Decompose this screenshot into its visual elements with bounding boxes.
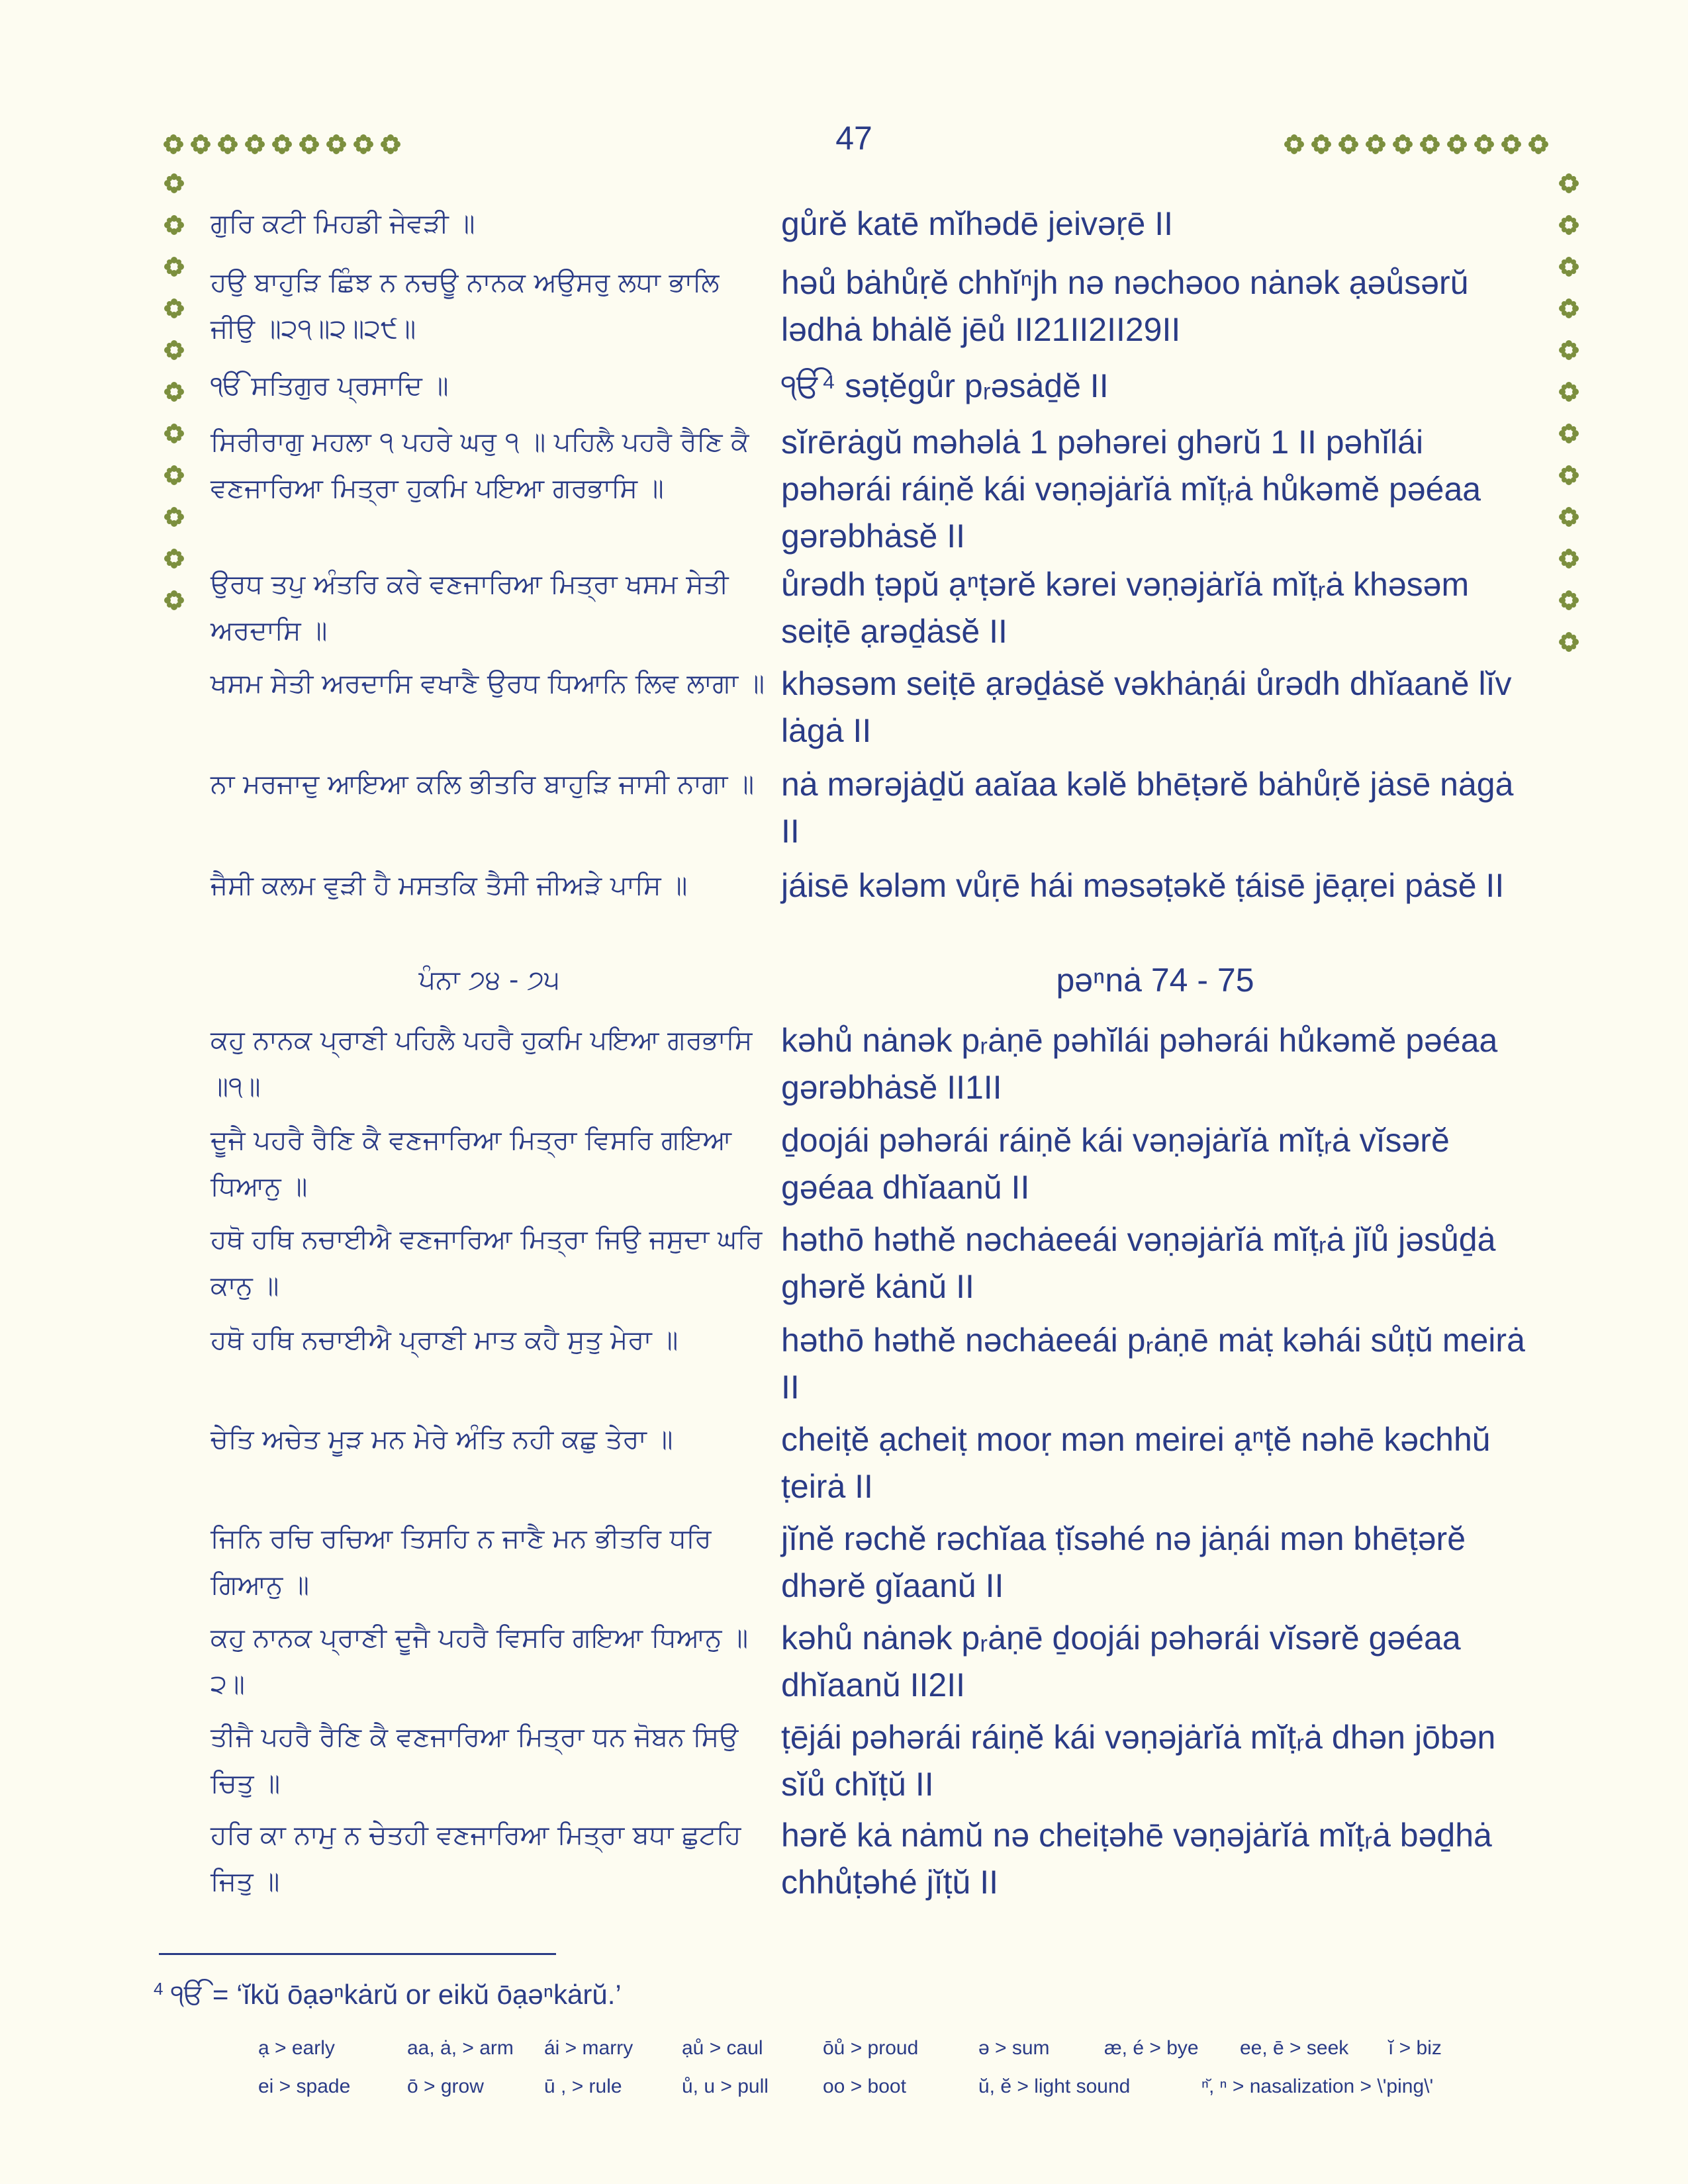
- flower-ornament-icon: [164, 382, 184, 402]
- flower-ornament-icon: [164, 424, 184, 443]
- flower-ornament-icon: [1559, 590, 1579, 610]
- flower-ornament-icon: [164, 257, 184, 277]
- flower-ornament-icon: [1559, 257, 1579, 277]
- gurmukhi-line: ੴ ਸਤਿਗੁਰ ਪ੍ਰਸਾਦਿ ॥: [211, 371, 449, 401]
- page-number: 47: [835, 120, 872, 157]
- pronunciation-key-item: ạ > early: [258, 2037, 335, 2059]
- page-reference-gurmukhi: ਪੰਨਾ ੭੪ - ੭੫: [418, 965, 560, 995]
- pronunciation-key-item: ạů > caul: [682, 2037, 763, 2059]
- gurmukhi-line: ਹਥੋ ਹਥਿ ਨਚਾਈਐ ਵਣਜਾਰਿਆ ਮਿਤ੍ਰਾ ਜਿਉ ਜਸੁਦਾ ਘਰਿ ਕਾਨੁ ॥: [211, 1224, 763, 1301]
- footnote-text: ੴ = ‘ĭkŭ ōạəⁿkȧrŭ or eikŭ ōạəⁿkȧrŭ.’: [171, 1979, 622, 2010]
- pronunciation-key-item: ů, u > pull: [682, 2075, 769, 2097]
- flower-ornament-icon: [1338, 134, 1358, 154]
- gurmukhi-line: ਸਿਰੀਰਾਗੁ ਮਹਲਾ ੧ ਪਹਰੇ ਘਰੁ ੧ ॥ ਪਹਿਲੈ ਪਹਰੈ ਰੈਣਿ ਕੈ ਵਣਜਾਰਿਆ ਮਿਤ੍ਰਾ ਹੁਕਮਿ ਪਇਆ ਗਰਭਾਸਿ ॥: [211, 427, 749, 504]
- flower-ornament-icon: [164, 590, 184, 610]
- flower-ornament-icon: [1559, 298, 1579, 318]
- flower-ornament-icon: [353, 134, 373, 154]
- gurmukhi-line: ਗੁਰਿ ਕਟੀ ਮਿਹਡੀ ਜੇਵੜੀ ॥: [211, 208, 475, 239]
- gurmukhi-line: ਕਹੁ ਨਾਨਕ ਪ੍ਰਾਣੀ ਪਹਿਲੈ ਪਹਰੈ ਹੁਕਮਿ ਪਇਆ ਗਰਭਾਸਿ ॥੧॥: [211, 1025, 753, 1102]
- flower-ornament-icon: [218, 134, 238, 154]
- flower-ornament-icon: [1447, 134, 1467, 154]
- flower-ornament-icon: [1311, 134, 1331, 154]
- footnote-marker: 4: [154, 1979, 164, 1999]
- gurmukhi-line: ਜਿਨਿ ਰਚਿ ਰਚਿਆ ਤਿਸਹਿ ਨ ਜਾਣੈ ਮਨ ਭੀਤਰਿ ਧਰਿ ਗਿਆਨੁ ॥: [211, 1524, 712, 1600]
- flower-ornament-icon: [164, 340, 184, 360]
- gurmukhi-line: ਕਹੁ ਨਾਨਕ ਪ੍ਰਾਣੀ ਦੂਜੈ ਪਹਰੈ ਵਿਸਰਿ ਗਇਆ ਧਿਆਨੁ ॥੨॥: [211, 1623, 749, 1700]
- gurmukhi-line: ਹਉ ਬਾਹੁੜਿ ਛਿੰਝ ਨ ਨਚਊ ਨਾਨਕ ਅਉਸਰੁ ਲਧਾ ਭਾਲਿ ਜੀਉ ॥੨੧॥੨॥੨੯॥: [211, 267, 720, 344]
- pronunciation-key-item: ee, ē > seek: [1240, 2037, 1349, 2059]
- flower-ornament-icon: [1559, 507, 1579, 527]
- gurmukhi-line: ਤੀਜੈ ਪਹਰੈ ਰੈਣਿ ਕੈ ਵਣਜਾਰਿਆ ਮਿਤ੍ਰਾ ਧਨ ਜੋਬਨ ਸਿਉ ਚਿਤੁ ॥: [211, 1722, 739, 1799]
- gurmukhi-line: ਖਸਮ ਸੇਤੀ ਅਰਦਾਸਿ ਵਖਾਣੈ ਉਰਧ ਧਿਆਨਿ ਲਿਵ ਲਾਗਾ ॥: [211, 668, 765, 699]
- pronunciation-key-item: ŭ, ĕ > light sound: [978, 2075, 1131, 2097]
- flower-ornament-icon: [1559, 549, 1579, 569]
- transliteration-line: jĭnĕ rəchĕ rəchĭaa ṭĭsəhé nə jȧṇái mən bhēṭərĕ dhərĕ gĭaanŭ II: [781, 1520, 1466, 1604]
- transliteration-line: kəhů nȧnək pᵣȧṇē ḏoojái pəhərái vĭsərĕ gəéaa dhĭaanŭ II2II: [781, 1619, 1461, 1704]
- flower-ornament-icon: [1559, 424, 1579, 443]
- flower-ornament-icon: [164, 465, 184, 485]
- transliteration-line: həthō həthĕ nəchȧeeái vəṇəjȧrĭȧ mĭṭᵣȧ jĭů jəsůḏȧ ghərĕ kȧnŭ II: [781, 1221, 1496, 1305]
- transliteration-line: khəsəm seiṭē ạrəḏȧsĕ vəkhȧṇái ůrədh dhĭaanĕ lĭv lȧgȧ II: [781, 665, 1512, 749]
- flower-ornament-icon: [164, 215, 184, 235]
- flower-ornament-icon: [245, 134, 265, 154]
- flower-ornament-icon: [164, 298, 184, 318]
- flower-ornament-icon: [1474, 134, 1494, 154]
- transliteration-line: ůrədh ṭəpŭ ạⁿṭərĕ kərei vəṇəjȧrĭȧ mĭṭᵣȧ khəsəm seiṭē ạrəḏȧsĕ II: [781, 566, 1470, 650]
- transliteration-line: kəhů nȧnək pᵣȧṇē pəhĭlái pəhərái hůkəmĕ pəéaa gərəbhȧsĕ II1II: [781, 1022, 1498, 1106]
- pronunciation-key-item: ə > sum: [978, 2037, 1050, 2059]
- transliteration-line: həů bȧhůṛĕ chhĭⁿjh nə nəchəoo nȧnək ạəůsərŭ lədhȧ bhȧlĕ jēů II21II2II29II: [781, 264, 1469, 348]
- pronunciation-key-item: ū , > rule: [544, 2075, 622, 2097]
- flower-ornament-icon: [299, 134, 319, 154]
- flower-ornament-icon: [191, 134, 211, 154]
- transliteration-line: hərĕ kȧ nȧmŭ nə cheiṭəhē vəṇəjȧrĭȧ mĭṭᵣȧ bəḏhȧ chhůṭəhé jĭṭŭ II: [781, 1817, 1492, 1901]
- pronunciation-key-item: ei > spade: [258, 2075, 351, 2097]
- transliteration-line: ṭējái pəhərái ráiṇĕ kái vəṇəjȧrĭȧ mĭṭᵣȧ dhən jōbən sĭů chĭṭŭ II: [781, 1719, 1496, 1803]
- page-reference-translit: pəⁿnȧ 74 - 75: [1056, 962, 1254, 999]
- flower-ornament-icon: [1528, 134, 1548, 154]
- flower-ornament-icon: [1284, 134, 1304, 154]
- flower-ornament-icon: [1559, 173, 1579, 193]
- transliteration-line: jáisē kələm vůṛē hái məsəṭəkĕ ṭáisē jēạṛei pȧsĕ II: [781, 867, 1505, 904]
- flower-ornament-icon: [326, 134, 346, 154]
- flower-ornament-icon: [1559, 215, 1579, 235]
- transliteration-line: ḏoojái pəhərái ráiṇĕ kái vəṇəjȧrĭȧ mĭṭᵣȧ vĭsərĕ gəéaa dhĭaanŭ II: [781, 1122, 1450, 1206]
- gurmukhi-line: ਹਰਿ ਕਾ ਨਾਮੁ ਨ ਚੇਤਹੀ ਵਣਜਾਰਿਆ ਮਿਤ੍ਰਾ ਬਧਾ ਛੁਟਹਿ ਜਿਤੁ ॥: [211, 1820, 741, 1897]
- flower-ornament-icon: [1559, 465, 1579, 485]
- transliteration-line: ੴ⁴ səṭĕgůr pᵣəsȧḏĕ II: [781, 367, 1109, 404]
- flower-ornament-icon: [164, 134, 183, 154]
- transliteration-line: gůrĕ katē mĭhədē jeivəṛē II: [781, 205, 1173, 242]
- pronunciation-key-item: ⁿ̆, ⁿ > nasalization > \'ping\': [1201, 2075, 1434, 2097]
- flower-ornament-icon: [381, 134, 400, 154]
- pronunciation-key-item: æ, é > bye: [1104, 2037, 1199, 2059]
- flower-ornament-icon: [1559, 340, 1579, 360]
- flower-ornament-icon: [1366, 134, 1385, 154]
- gurmukhi-line: ਉਰਧ ਤਪੁ ਅੰਤਰਿ ਕਰੇ ਵਣਜਾਰਿਆ ਮਿਤ੍ਰਾ ਖਸਮ ਸੇਤੀ ਅਰਦਾਸਿ ॥: [211, 569, 729, 646]
- transliteration-line: sĭrērȧgŭ məhəlȧ 1 pəhərei ghərŭ 1 II pəhĭlái pəhərái ráiṇĕ kái vəṇəjȧrĭȧ mĭṭᵣȧ hůkəmĕ pəéaa gərəbhȧsĕ II: [781, 424, 1481, 555]
- pronunciation-key-item: ō > grow: [407, 2075, 484, 2097]
- footnote: [154, 1979, 1544, 2011]
- flower-ornament-icon: [1501, 134, 1521, 154]
- gurmukhi-line: ਚੇਤਿ ਅਚੇਤ ਮੂੜ ਮਨ ਮੇਰੇ ਅੰਤਿ ਨਹੀ ਕਛੁ ਤੇਰਾ ॥: [211, 1424, 673, 1455]
- gurmukhi-line: ਦੂਜੈ ਪਹਰੈ ਰੈਣਿ ਕੈ ਵਣਜਾਰਿਆ ਮਿਤ੍ਰਾ ਵਿਸਰਿ ਗਇਆ ਧਿਆਨੁ ॥: [211, 1125, 732, 1202]
- flower-ornament-icon: [164, 173, 184, 193]
- transliteration-line: cheiṭĕ ạcheiṭ mooṛ mən meirei ạⁿṭĕ nəhē kəchhŭ ṭeirȧ II: [781, 1421, 1491, 1505]
- gurmukhi-line: ਜੈਸੀ ਕਲਮ ਵੁੜੀ ਹੈ ਮਸਤਕਿ ਤੈਸੀ ਜੀਅੜੇ ਪਾਸਿ ॥: [211, 870, 688, 901]
- gurmukhi-line: ਹਥੋ ਹਥਿ ਨਚਾਈਐ ਪ੍ਰਾਣੀ ਮਾਤ ਕਹੈ ਸੁਤੁ ਮੇਰਾ ॥: [211, 1325, 679, 1355]
- footnote-divider: [159, 1953, 556, 1955]
- transliteration-line: həthō həthĕ nəchȧeeái pᵣȧṇē mȧṭ kəhái sůṭŭ meirȧ II: [781, 1322, 1525, 1406]
- flower-ornament-icon: [1393, 134, 1413, 154]
- pronunciation-key-item: ōů > proud: [823, 2037, 919, 2059]
- flower-ornament-icon: [164, 549, 184, 569]
- pronunciation-key-item: ĭ > biz: [1388, 2037, 1442, 2059]
- pronunciation-key-item: oo > boot: [823, 2075, 906, 2097]
- flower-ornament-icon: [272, 134, 292, 154]
- transliteration-line: nȧ mərəjȧḏŭ aaĭaa kəlĕ bhēṭərĕ bȧhůṛĕ jȧsē nȧgȧ II: [781, 766, 1514, 850]
- flower-ornament-icon: [1559, 382, 1579, 402]
- gurmukhi-line: ਨਾ ਮਰਜਾਦੁ ਆਇਆ ਕਲਿ ਭੀਤਰਿ ਬਾਹੁੜਿ ਜਾਸੀ ਨਾਗਾ ॥: [211, 769, 755, 799]
- flower-ornament-icon: [164, 507, 184, 527]
- flower-ornament-icon: [1559, 632, 1579, 652]
- flower-ornament-icon: [1420, 134, 1440, 154]
- pronunciation-key-item: ái > marry: [544, 2037, 633, 2059]
- pronunciation-key-item: aa, ȧ, > arm: [407, 2037, 514, 2059]
